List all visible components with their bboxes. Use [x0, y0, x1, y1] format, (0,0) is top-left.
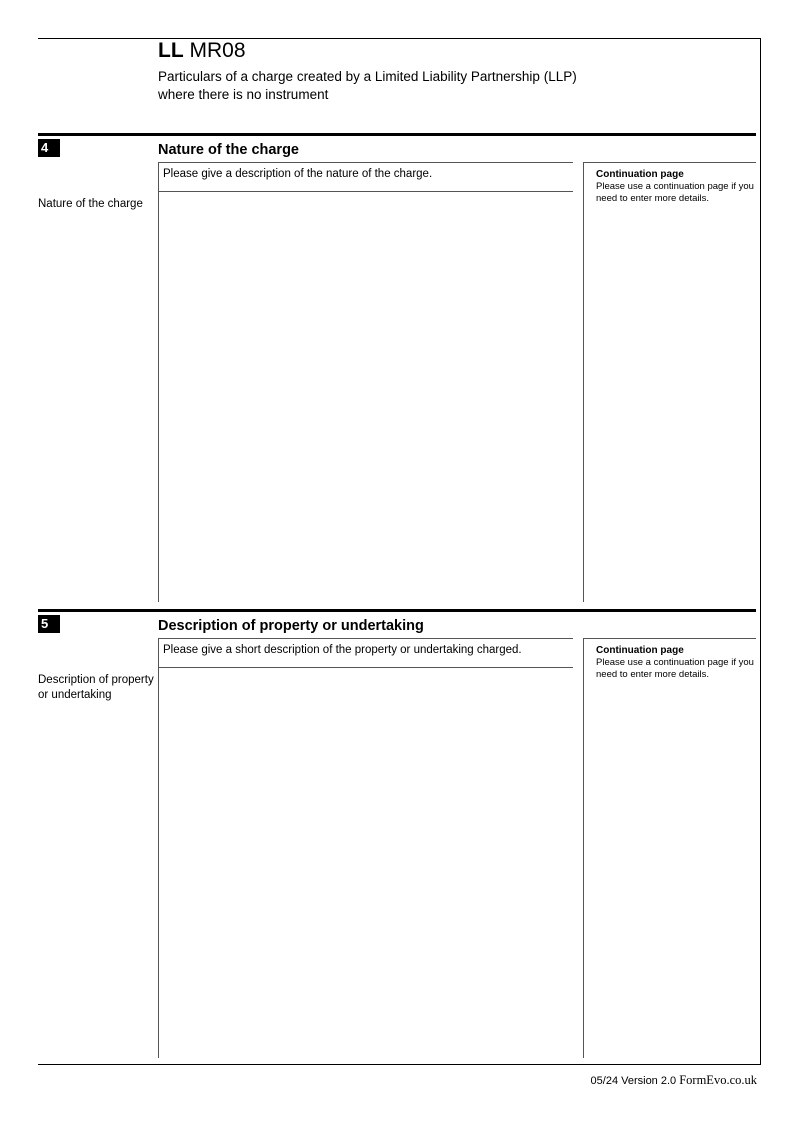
nature-of-charge-input[interactable]	[159, 192, 583, 602]
form-title	[158, 38, 246, 64]
section-5-field-label-line2: or undertaking	[38, 689, 112, 701]
section-5-title: Description of property or undertaking	[158, 618, 424, 634]
page-top-rule	[38, 38, 761, 39]
form-subtitle-line1: Particulars of a charge created by a Limited Liability Partnership (LLP)	[158, 69, 577, 84]
footer-brand: FormEvo.co.uk	[679, 1073, 757, 1087]
section-4-continuation-rule	[583, 162, 756, 163]
section-5-continuation-title: Continuation page	[596, 645, 684, 656]
section-4-top-rule	[38, 133, 756, 136]
section-5-continuation-rule	[583, 638, 756, 639]
section-4-title-underline	[158, 162, 573, 163]
section-4-instruction: Please give a description of the nature of the charge.	[163, 168, 433, 180]
form-code: MR08	[189, 39, 246, 62]
footer-version	[591, 1073, 757, 1088]
section-5-number: 5	[38, 615, 60, 633]
footer-version-text: 05/24 Version 2.0	[590, 1075, 677, 1087]
form-subtitle	[158, 68, 718, 104]
section-5-continuation-text: Please use a continuation page if you need to enter more details.	[596, 657, 754, 680]
section-5-title-underline	[158, 638, 573, 639]
form-subtitle-line2: where there is no instrument	[158, 87, 329, 102]
section-4-continuation-text: Please use a continuation page if you need to enter more details.	[596, 181, 754, 204]
section-4-number: 4	[38, 139, 60, 157]
section-5-field-label	[38, 673, 163, 703]
section-4-continuation-title: Continuation page	[596, 169, 684, 180]
form-code-prefix: LL	[158, 39, 184, 62]
page-bottom-rule	[38, 1064, 761, 1065]
property-description-input[interactable]	[159, 668, 583, 1058]
section-4-title: Nature of the charge	[158, 142, 299, 158]
page-right-rule	[760, 38, 761, 1065]
section-5-field-right-border	[583, 638, 584, 1058]
section-4-field-label: Nature of the charge	[38, 198, 143, 210]
section-5-instruction: Please give a short description of the property or undertaking charged.	[163, 644, 522, 656]
section-4-field-right-border	[583, 162, 584, 602]
section-5-top-rule	[38, 609, 756, 612]
section-5-field-label-line1: Description of property	[38, 674, 154, 686]
